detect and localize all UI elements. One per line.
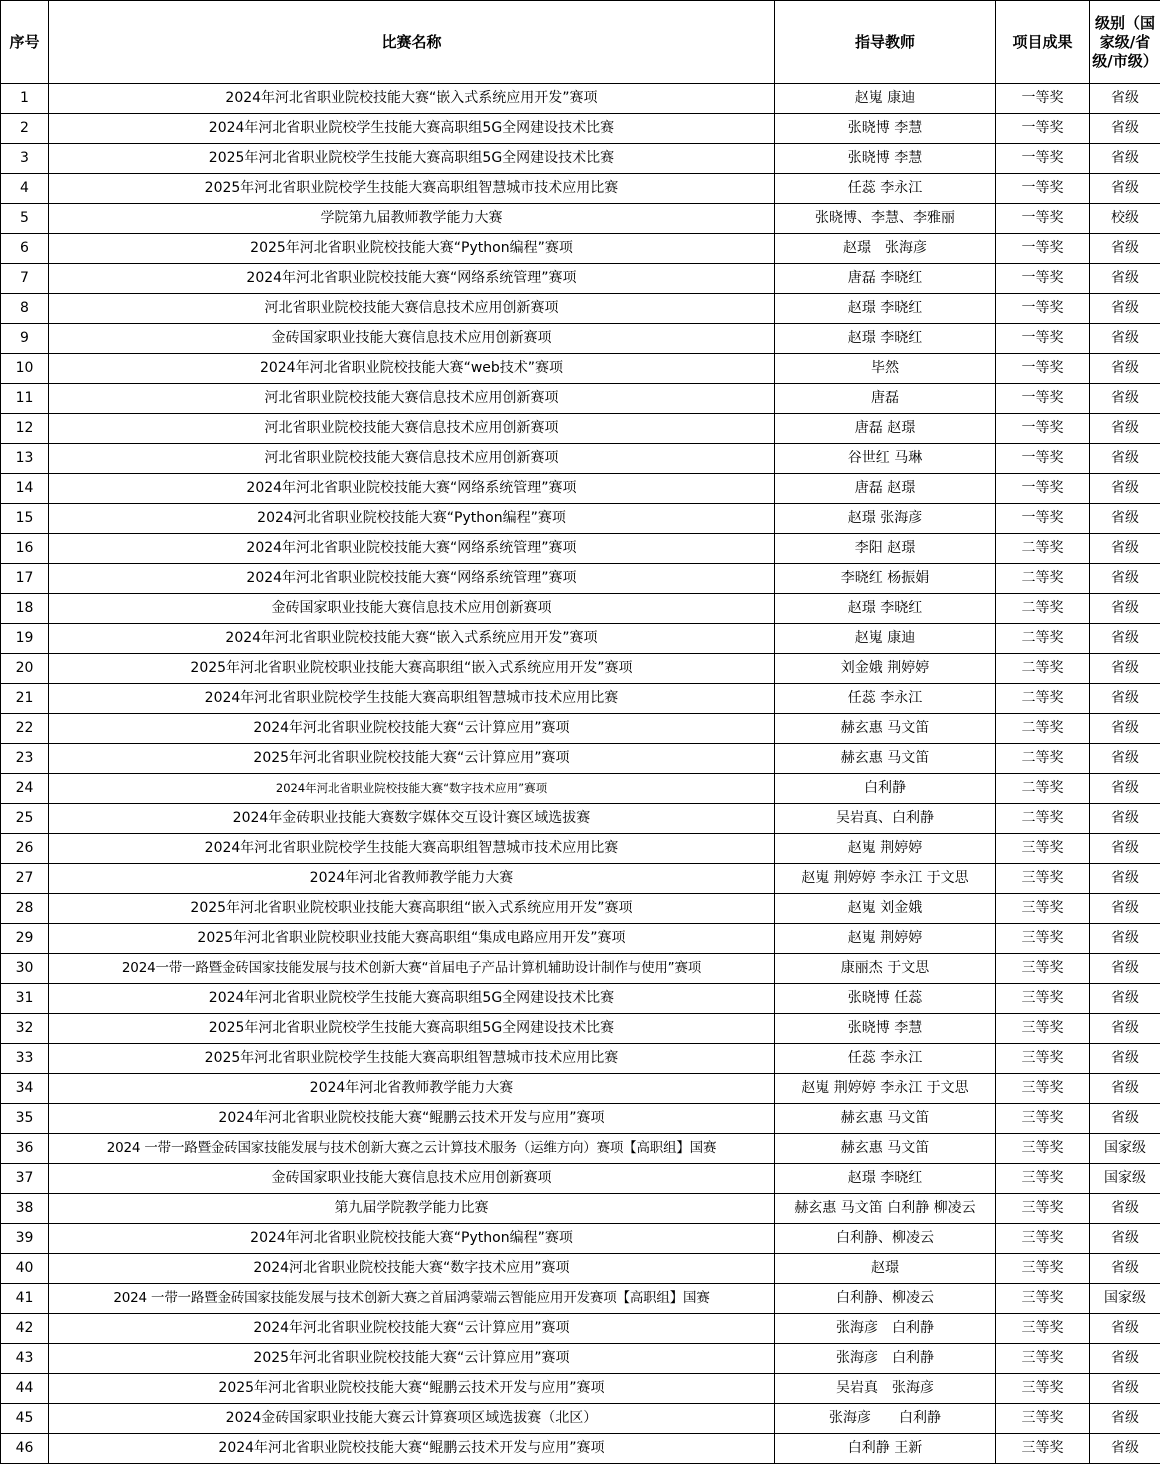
cell-teacher: 吴岩真 张海彦 <box>775 1374 996 1404</box>
table-row <box>1 474 1160 504</box>
cell-competition-name: 第九届学院教学能力比赛 <box>49 1194 775 1224</box>
cell-competition-name: 2024金砖国家职业技能大赛云计算赛项区域选拔赛（北区） <box>49 1404 775 1434</box>
cell-teacher: 刘金娥 荆婷婷 <box>775 654 996 684</box>
cell-level: 省级 <box>1090 624 1160 654</box>
table-row <box>1 204 1160 234</box>
cell-teacher: 赵璟 李晓红 <box>775 324 996 354</box>
cell-result: 三等奖 <box>996 864 1090 894</box>
cell-result: 一等奖 <box>996 174 1090 204</box>
cell-index: 20 <box>1 654 49 684</box>
cell-index: 9 <box>1 324 49 354</box>
cell-index: 15 <box>1 504 49 534</box>
cell-result: 三等奖 <box>996 1434 1090 1464</box>
cell-competition-name: 2024年河北省职业院校技能大赛“云计算应用”赛项 <box>49 714 775 744</box>
cell-level: 省级 <box>1090 564 1160 594</box>
cell-index: 7 <box>1 264 49 294</box>
cell-teacher: 唐磊 赵璟 <box>775 414 996 444</box>
cell-teacher: 任蕊 李永江 <box>775 174 996 204</box>
cell-result: 三等奖 <box>996 924 1090 954</box>
cell-level: 省级 <box>1090 474 1160 504</box>
cell-teacher: 张海彦 白利静 <box>775 1344 996 1374</box>
cell-result: 一等奖 <box>996 144 1090 174</box>
cell-competition-name: 2025年河北省职业院校技能大赛“鲲鹏云技术开发与应用”赛项 <box>49 1374 775 1404</box>
cell-index: 21 <box>1 684 49 714</box>
cell-result: 一等奖 <box>996 474 1090 504</box>
cell-competition-name: 2024河北省职业院校技能大赛“数字技术应用”赛项 <box>49 1254 775 1284</box>
cell-teacher: 张晓博 任蕊 <box>775 984 996 1014</box>
cell-index: 26 <box>1 834 49 864</box>
cell-competition-name: 2024年河北省职业院校技能大赛“web技术”赛项 <box>49 354 775 384</box>
cell-result: 一等奖 <box>996 504 1090 534</box>
cell-index: 11 <box>1 384 49 414</box>
cell-competition-name: 金砖国家职业技能大赛信息技术应用创新赛项 <box>49 1164 775 1194</box>
cell-level: 省级 <box>1090 444 1160 474</box>
cell-result: 二等奖 <box>996 774 1090 804</box>
cell-result: 一等奖 <box>996 114 1090 144</box>
cell-level: 省级 <box>1090 774 1160 804</box>
table-row <box>1 1314 1160 1344</box>
cell-index: 41 <box>1 1284 49 1314</box>
cell-result: 三等奖 <box>996 1254 1090 1284</box>
cell-level: 省级 <box>1090 144 1160 174</box>
cell-teacher: 白利静、柳凌云 <box>775 1224 996 1254</box>
cell-result: 二等奖 <box>996 804 1090 834</box>
cell-level: 省级 <box>1090 1014 1160 1044</box>
cell-result: 三等奖 <box>996 1044 1090 1074</box>
cell-competition-name: 2024年河北省教师教学能力大赛 <box>49 864 775 894</box>
cell-competition-name: 河北省职业院校技能大赛信息技术应用创新赛项 <box>49 444 775 474</box>
cell-teacher: 赵嵬 康迪 <box>775 624 996 654</box>
cell-competition-name: 2024年河北省职业院校技能大赛“云计算应用”赛项 <box>49 1314 775 1344</box>
cell-index: 16 <box>1 534 49 564</box>
table-row <box>1 1404 1160 1434</box>
cell-index: 23 <box>1 744 49 774</box>
table-row <box>1 414 1160 444</box>
cell-level: 省级 <box>1090 1254 1160 1284</box>
cell-index: 4 <box>1 174 49 204</box>
cell-level: 省级 <box>1090 1074 1160 1104</box>
cell-level: 省级 <box>1090 534 1160 564</box>
cell-index: 37 <box>1 1164 49 1194</box>
cell-teacher: 吴岩真、白利静 <box>775 804 996 834</box>
cell-competition-name: 2025年河北省职业院校职业技能大赛高职组“嵌入式系统应用开发”赛项 <box>49 654 775 684</box>
cell-index: 12 <box>1 414 49 444</box>
cell-result: 二等奖 <box>996 624 1090 654</box>
header-row <box>1 1 1160 84</box>
cell-index: 36 <box>1 1134 49 1164</box>
cell-level: 国家级 <box>1090 1164 1160 1194</box>
cell-result: 一等奖 <box>996 444 1090 474</box>
cell-level: 省级 <box>1090 84 1160 114</box>
cell-competition-name: 2024年河北省职业院校技能大赛“Python编程”赛项 <box>49 1224 775 1254</box>
cell-teacher: 赵嵬 荆婷婷 <box>775 924 996 954</box>
cell-index: 10 <box>1 354 49 384</box>
table-row <box>1 534 1160 564</box>
table-body <box>1 84 1160 1464</box>
table-row <box>1 654 1160 684</box>
table-row <box>1 1044 1160 1074</box>
cell-result: 三等奖 <box>996 1314 1090 1344</box>
cell-index: 45 <box>1 1404 49 1434</box>
table-row <box>1 1134 1160 1164</box>
cell-level: 省级 <box>1090 1404 1160 1434</box>
cell-result: 三等奖 <box>996 1284 1090 1314</box>
table-row <box>1 84 1160 114</box>
cell-result: 二等奖 <box>996 654 1090 684</box>
cell-teacher: 赵嵬 荆婷婷 <box>775 834 996 864</box>
cell-teacher: 赫玄惠 马文笛 <box>775 1104 996 1134</box>
cell-level: 省级 <box>1090 804 1160 834</box>
cell-competition-name: 2024年河北省职业院校学生技能大赛高职组智慧城市技术应用比赛 <box>49 834 775 864</box>
cell-index: 30 <box>1 954 49 984</box>
cell-level: 省级 <box>1090 1044 1160 1074</box>
cell-teacher: 赫玄惠 马文笛 <box>775 1134 996 1164</box>
cell-result: 二等奖 <box>996 744 1090 774</box>
cell-competition-name: 2024年河北省职业院校技能大赛“网络系统管理”赛项 <box>49 474 775 504</box>
cell-teacher: 张晓博 李慧 <box>775 1014 996 1044</box>
cell-result: 三等奖 <box>996 1194 1090 1224</box>
cell-competition-name: 2025年河北省职业院校职业技能大赛高职组“集成电路应用开发”赛项 <box>49 924 775 954</box>
cell-level: 省级 <box>1090 1224 1160 1254</box>
cell-competition-name: 2025年河北省职业院校学生技能大赛高职组5G全网建设技术比赛 <box>49 144 775 174</box>
cell-competition-name: 2024年河北省职业院校技能大赛“鲲鹏云技术开发与应用”赛项 <box>49 1104 775 1134</box>
table-row <box>1 354 1160 384</box>
cell-result: 三等奖 <box>996 954 1090 984</box>
table-row <box>1 744 1160 774</box>
cell-index: 3 <box>1 144 49 174</box>
cell-index: 6 <box>1 234 49 264</box>
cell-result: 一等奖 <box>996 414 1090 444</box>
cell-level: 省级 <box>1090 654 1160 684</box>
table-row <box>1 594 1160 624</box>
cell-teacher: 赵璟 <box>775 1254 996 1284</box>
cell-competition-name: 2025年河北省职业院校技能大赛“云计算应用”赛项 <box>49 744 775 774</box>
table-row <box>1 954 1160 984</box>
cell-index: 28 <box>1 894 49 924</box>
cell-competition-name: 2024年河北省职业院校技能大赛“网络系统管理”赛项 <box>49 264 775 294</box>
cell-teacher: 赵璟 张海彦 <box>775 234 996 264</box>
cell-level: 校级 <box>1090 204 1160 234</box>
table-row <box>1 804 1160 834</box>
cell-teacher: 唐磊 <box>775 384 996 414</box>
cell-competition-name: 2024河北省职业院校技能大赛“Python编程”赛项 <box>49 504 775 534</box>
cell-teacher: 李晓红 杨振娟 <box>775 564 996 594</box>
cell-index: 27 <box>1 864 49 894</box>
cell-result: 三等奖 <box>996 1134 1090 1164</box>
cell-teacher: 唐磊 李晓红 <box>775 264 996 294</box>
cell-index: 39 <box>1 1224 49 1254</box>
cell-index: 43 <box>1 1344 49 1374</box>
cell-competition-name: 2025年河北省职业院校学生技能大赛高职组智慧城市技术应用比赛 <box>49 1044 775 1074</box>
cell-competition-name: 学院第九届教师教学能力大赛 <box>49 204 775 234</box>
table-row <box>1 624 1160 654</box>
cell-competition-name: 河北省职业院校技能大赛信息技术应用创新赛项 <box>49 414 775 444</box>
cell-competition-name: 2025年河北省职业院校学生技能大赛高职组5G全网建设技术比赛 <box>49 1014 775 1044</box>
cell-competition-name: 2024年河北省职业院校技能大赛“网络系统管理”赛项 <box>49 534 775 564</box>
cell-teacher: 康丽杰 于文思 <box>775 954 996 984</box>
header-teacher: 指导教师 <box>775 1 996 84</box>
cell-result: 三等奖 <box>996 1404 1090 1434</box>
cell-level: 省级 <box>1090 1104 1160 1134</box>
cell-level: 省级 <box>1090 384 1160 414</box>
cell-teacher: 任蕊 李永江 <box>775 684 996 714</box>
cell-level: 省级 <box>1090 1194 1160 1224</box>
cell-index: 35 <box>1 1104 49 1134</box>
header-index: 序号 <box>1 1 49 84</box>
cell-competition-name: 金砖国家职业技能大赛信息技术应用创新赛项 <box>49 324 775 354</box>
table-row <box>1 1164 1160 1194</box>
cell-competition-name: 2024一带一路暨金砖国家技能发展与技术创新大赛“首届电子产品计算机辅助设计制作与使用”赛项 <box>49 954 775 984</box>
cell-competition-name: 2024年河北省职业院校学生技能大赛高职组5G全网建设技术比赛 <box>49 114 775 144</box>
cell-competition-name: 2024 一带一路暨金砖国家技能发展与技术创新大赛之云计算技术服务（运维方向）赛项【高职组】国赛 <box>49 1134 775 1164</box>
cell-index: 19 <box>1 624 49 654</box>
cell-result: 三等奖 <box>996 1344 1090 1374</box>
cell-competition-name: 2024年金砖职业技能大赛数字媒体交互设计赛区域选拔赛 <box>49 804 775 834</box>
cell-index: 46 <box>1 1434 49 1464</box>
table-row <box>1 1074 1160 1104</box>
cell-level: 省级 <box>1090 864 1160 894</box>
cell-level: 省级 <box>1090 894 1160 924</box>
table-row <box>1 114 1160 144</box>
table-row <box>1 144 1160 174</box>
cell-result: 一等奖 <box>996 294 1090 324</box>
cell-teacher: 白利静 王新 <box>775 1434 996 1464</box>
cell-teacher: 李阳 赵璟 <box>775 534 996 564</box>
cell-teacher: 唐磊 赵璟 <box>775 474 996 504</box>
cell-teacher: 赵嵬 刘金娥 <box>775 894 996 924</box>
cell-teacher: 毕然 <box>775 354 996 384</box>
cell-level: 省级 <box>1090 594 1160 624</box>
cell-index: 33 <box>1 1044 49 1074</box>
cell-teacher: 赵嵬 荆婷婷 李永江 于文思 <box>775 1074 996 1104</box>
cell-result: 三等奖 <box>996 1014 1090 1044</box>
cell-index: 24 <box>1 774 49 804</box>
table-row <box>1 1014 1160 1044</box>
cell-competition-name: 河北省职业院校技能大赛信息技术应用创新赛项 <box>49 294 775 324</box>
cell-competition-name: 2024 一带一路暨金砖国家技能发展与技术创新大赛之首届鸿蒙端云智能应用开发赛项【高职组】国赛 <box>49 1284 775 1314</box>
cell-competition-name: 2024年河北省职业院校技能大赛“网络系统管理”赛项 <box>49 564 775 594</box>
cell-competition-name: 2024年河北省教师教学能力大赛 <box>49 1074 775 1104</box>
table-row <box>1 564 1160 594</box>
cell-teacher: 白利静、柳凌云 <box>775 1284 996 1314</box>
cell-teacher: 赵璟 张海彦 <box>775 504 996 534</box>
table-row <box>1 384 1160 414</box>
cell-level: 省级 <box>1090 954 1160 984</box>
cell-level: 省级 <box>1090 924 1160 954</box>
cell-index: 1 <box>1 84 49 114</box>
cell-result: 一等奖 <box>996 324 1090 354</box>
table-row <box>1 1374 1160 1404</box>
cell-level: 省级 <box>1090 294 1160 324</box>
table-row <box>1 1434 1160 1464</box>
cell-teacher: 张晓博 李慧 <box>775 114 996 144</box>
cell-teacher: 赵嵬 康迪 <box>775 84 996 114</box>
cell-index: 14 <box>1 474 49 504</box>
cell-competition-name: 2025年河北省职业院校技能大赛“云计算应用”赛项 <box>49 1344 775 1374</box>
table-row <box>1 1194 1160 1224</box>
table-row <box>1 1104 1160 1134</box>
cell-result: 二等奖 <box>996 564 1090 594</box>
table-row <box>1 894 1160 924</box>
cell-teacher: 赫玄惠 马文笛 <box>775 744 996 774</box>
cell-level: 省级 <box>1090 234 1160 264</box>
cell-result: 三等奖 <box>996 1074 1090 1104</box>
cell-index: 44 <box>1 1374 49 1404</box>
cell-level: 省级 <box>1090 324 1160 354</box>
cell-teacher: 张晓博 李慧 <box>775 144 996 174</box>
cell-index: 31 <box>1 984 49 1014</box>
cell-result: 一等奖 <box>996 384 1090 414</box>
table-row <box>1 774 1160 804</box>
cell-level: 省级 <box>1090 264 1160 294</box>
cell-level: 省级 <box>1090 114 1160 144</box>
cell-level: 省级 <box>1090 714 1160 744</box>
cell-teacher: 赵璟 李晓红 <box>775 1164 996 1194</box>
cell-competition-name: 2024年河北省职业院校技能大赛“数字技术应用”赛项 <box>49 774 775 804</box>
table-row <box>1 324 1160 354</box>
cell-result: 三等奖 <box>996 1224 1090 1254</box>
table-row <box>1 234 1160 264</box>
cell-level: 省级 <box>1090 684 1160 714</box>
cell-teacher: 白利静 <box>775 774 996 804</box>
table-row <box>1 264 1160 294</box>
cell-level: 省级 <box>1090 504 1160 534</box>
cell-index: 32 <box>1 1014 49 1044</box>
cell-teacher: 张海彦 白利静 <box>775 1314 996 1344</box>
cell-level: 国家级 <box>1090 1134 1160 1164</box>
cell-competition-name: 2024年河北省职业院校技能大赛“嵌入式系统应用开发”赛项 <box>49 624 775 654</box>
cell-result: 三等奖 <box>996 894 1090 924</box>
cell-result: 一等奖 <box>996 204 1090 234</box>
cell-index: 34 <box>1 1074 49 1104</box>
cell-index: 42 <box>1 1314 49 1344</box>
cell-result: 二等奖 <box>996 594 1090 624</box>
cell-result: 三等奖 <box>996 984 1090 1014</box>
cell-index: 5 <box>1 204 49 234</box>
cell-result: 一等奖 <box>996 354 1090 384</box>
cell-level: 省级 <box>1090 1374 1160 1404</box>
table-row <box>1 444 1160 474</box>
cell-teacher: 赵嵬 荆婷婷 李永江 于文思 <box>775 864 996 894</box>
cell-result: 三等奖 <box>996 1104 1090 1134</box>
table-row <box>1 924 1160 954</box>
cell-teacher: 赫玄惠 马文笛 白利静 柳凌云 <box>775 1194 996 1224</box>
cell-level: 省级 <box>1090 174 1160 204</box>
header-result: 项目成果 <box>996 1 1090 84</box>
cell-teacher: 赫玄惠 马文笛 <box>775 714 996 744</box>
table-row <box>1 1344 1160 1374</box>
cell-competition-name: 金砖国家职业技能大赛信息技术应用创新赛项 <box>49 594 775 624</box>
cell-result: 二等奖 <box>996 684 1090 714</box>
cell-index: 8 <box>1 294 49 324</box>
cell-teacher: 张晓博、李慧、李雅丽 <box>775 204 996 234</box>
cell-result: 二等奖 <box>996 714 1090 744</box>
table-row <box>1 1254 1160 1284</box>
table-row <box>1 1224 1160 1254</box>
cell-teacher: 任蕊 李永江 <box>775 1044 996 1074</box>
cell-index: 18 <box>1 594 49 624</box>
cell-competition-name: 2024年河北省职业院校学生技能大赛高职组智慧城市技术应用比赛 <box>49 684 775 714</box>
table-row <box>1 834 1160 864</box>
cell-result: 一等奖 <box>996 264 1090 294</box>
cell-index: 38 <box>1 1194 49 1224</box>
table-row <box>1 504 1160 534</box>
cell-index: 2 <box>1 114 49 144</box>
cell-competition-name: 2024年河北省职业院校技能大赛“鲲鹏云技术开发与应用”赛项 <box>49 1434 775 1464</box>
cell-level: 国家级 <box>1090 1284 1160 1314</box>
cell-index: 25 <box>1 804 49 834</box>
cell-teacher: 赵璟 李晓红 <box>775 294 996 324</box>
cell-result: 三等奖 <box>996 1164 1090 1194</box>
table-row <box>1 174 1160 204</box>
cell-level: 省级 <box>1090 1314 1160 1344</box>
cell-competition-name: 2024年河北省职业院校学生技能大赛高职组5G全网建设技术比赛 <box>49 984 775 1014</box>
cell-result: 二等奖 <box>996 534 1090 564</box>
cell-teacher: 张海彦 白利静 <box>775 1404 996 1434</box>
cell-result: 一等奖 <box>996 234 1090 264</box>
cell-competition-name: 2024年河北省职业院校技能大赛“嵌入式系统应用开发”赛项 <box>49 84 775 114</box>
cell-competition-name: 2025年河北省职业院校技能大赛“Python编程”赛项 <box>49 234 775 264</box>
cell-index: 29 <box>1 924 49 954</box>
cell-teacher: 谷世红 马琳 <box>775 444 996 474</box>
cell-result: 三等奖 <box>996 1374 1090 1404</box>
cell-competition-name: 河北省职业院校技能大赛信息技术应用创新赛项 <box>49 384 775 414</box>
cell-level: 省级 <box>1090 744 1160 774</box>
table-row <box>1 294 1160 324</box>
cell-level: 省级 <box>1090 414 1160 444</box>
cell-result: 三等奖 <box>996 834 1090 864</box>
table-row <box>1 684 1160 714</box>
cell-level: 省级 <box>1090 834 1160 864</box>
cell-index: 40 <box>1 1254 49 1284</box>
table-row <box>1 1284 1160 1314</box>
cell-level: 省级 <box>1090 354 1160 384</box>
header-level: 级别（国家级/省级/市级） <box>1090 1 1160 84</box>
cell-competition-name: 2025年河北省职业院校职业技能大赛高职组“嵌入式系统应用开发”赛项 <box>49 894 775 924</box>
table-row <box>1 714 1160 744</box>
cell-level: 省级 <box>1090 984 1160 1014</box>
cell-teacher: 赵璟 李晓红 <box>775 594 996 624</box>
cell-index: 17 <box>1 564 49 594</box>
cell-index: 13 <box>1 444 49 474</box>
cell-result: 一等奖 <box>996 84 1090 114</box>
cell-competition-name: 2025年河北省职业院校学生技能大赛高职组智慧城市技术应用比赛 <box>49 174 775 204</box>
cell-level: 省级 <box>1090 1434 1160 1464</box>
header-competition-name: 比赛名称 <box>49 1 775 84</box>
table-row <box>1 984 1160 1014</box>
cell-level: 省级 <box>1090 1344 1160 1374</box>
cell-index: 22 <box>1 714 49 744</box>
table-row <box>1 864 1160 894</box>
